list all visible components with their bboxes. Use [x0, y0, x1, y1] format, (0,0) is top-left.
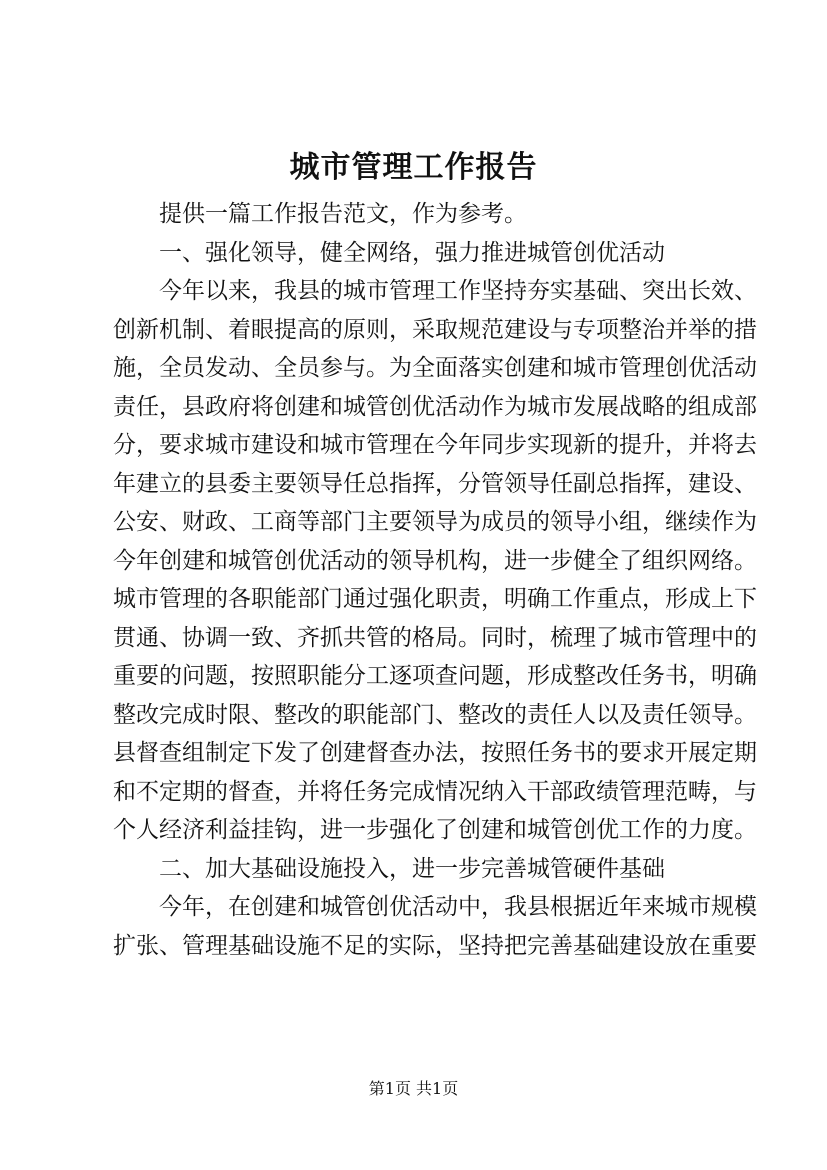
paragraph-line: 贯通、协调一致、齐抓共管的格局。同时，梳理了城市管理中的 — [113, 624, 757, 651]
paragraph-line: 城市管理的各职能部门通过强化职责，明确工作重点，形成上下 — [113, 586, 757, 612]
section-heading-1: 一、强化领导，健全网络，强力推进城管创优活动 — [159, 239, 665, 266]
document-body — [113, 195, 757, 965]
paragraph-line: 施，全员发动、全员参与。为全面落实创建和城市管理创优活动 — [113, 355, 757, 381]
paragraph-line: 扩张、管理基础设施不足的实际，坚持把完善基础建设放在重要 — [113, 932, 757, 959]
paragraph-line: 县督查组制定下发了创建督查办法，按照任务书的要求开展定期 — [113, 740, 757, 766]
paragraph-line: 重要的问题，按照职能分工逐项查问题，形成整改任务书，明确 — [113, 663, 757, 689]
paragraph-line: 整改完成时限、整改的职能部门、整改的责任人以及责任领导。 — [113, 701, 757, 728]
paragraph-line: 年建立的县委主要领导任总指挥，分管领导任副总指挥，建设、 — [113, 470, 757, 497]
page-number-footer: 第1页 共1页 — [368, 1079, 459, 1098]
paragraph-line: 今年，在创建和城管创优活动中，我县根据近年来城市规模 — [159, 894, 757, 920]
paragraph-line: 公安、财政、工商等部门主要领导为成员的领导小组，继续作为 — [113, 509, 757, 535]
paragraph-line: 创新机制、着眼提高的原则，采取规范建设与专项整治并举的措 — [113, 316, 757, 343]
paragraph-line: 个人经济利益挂钩，进一步强化了创建和城管创优工作的力度。 — [113, 817, 757, 843]
paragraph-line: 责任，县政府将创建和城管创优活动作为城市发展战略的组成部 — [113, 393, 757, 420]
paragraph-line: 今年以来，我县的城市管理工作坚持夯实基础、突出长效、 — [159, 278, 757, 304]
section-heading-2: 二、加大基础设施投入，进一步完善城管硬件基础 — [159, 855, 665, 882]
paragraph-line: 和不定期的督查，并将任务完成情况纳入干部政绩管理范畴，与 — [113, 778, 757, 805]
paragraph-line: 分，要求城市建设和城市管理在今年同步实现新的提升，并将去 — [113, 432, 757, 458]
intro-line: 提供一篇工作报告范文，作为参考。 — [159, 201, 527, 227]
paragraph-line: 今年创建和城管创优活动的领导机构，进一步健全了组织网络。 — [113, 547, 757, 574]
document-title: 城市管理工作报告 — [289, 150, 538, 185]
